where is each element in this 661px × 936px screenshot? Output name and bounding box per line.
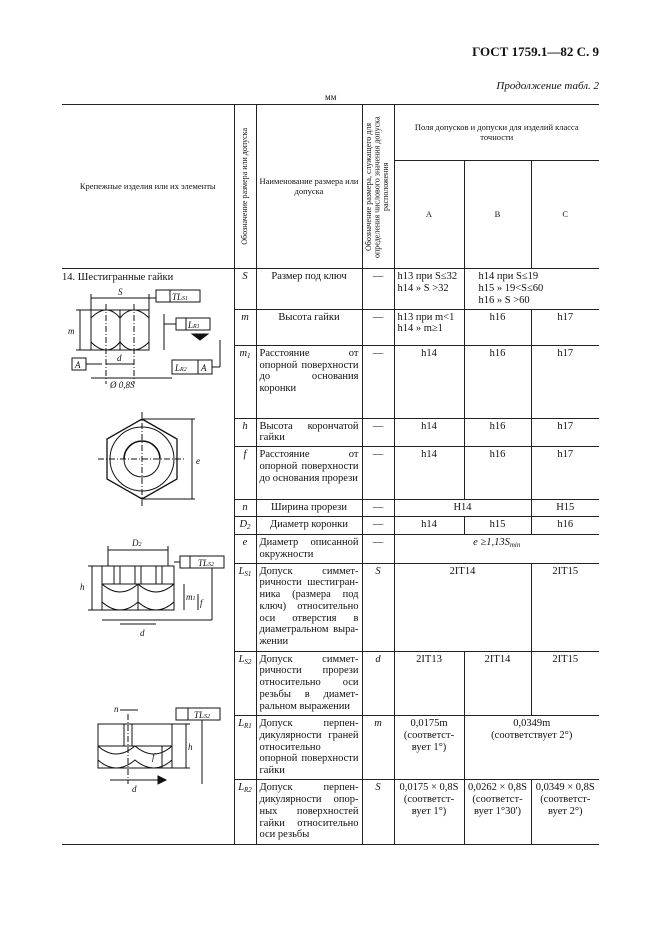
label-tl-s2: TLS2 [198,557,215,568]
cell-class-b: 0,0262 × 0,8S (соответствует 1°30') [464,780,531,844]
cell-base: — [362,269,394,310]
label-l-r1: LR1 [188,319,200,330]
cell-class-abc: $e \ge 1,13S_{min}$ [394,534,599,563]
cell-class-a: h13 при m<1 h14 » m≥1 [394,309,464,345]
label-f-2: f [152,751,155,762]
class-c-header: C [531,161,599,269]
cell-name: Допуск перпендикулярности опорных поверхностей гайки относительно оси резьбы [256,780,362,844]
label-n: n [114,703,119,714]
cell-name: Допуск симметричности шестигранника (размера под ключ) относительно оси отверстия в диаметральном выражении [256,563,362,651]
nut-drawings [62,284,234,844]
cell-base: — [362,447,394,499]
label-tl-s1: TLS1 [172,291,189,302]
cell-name: Размер под ключ [256,269,362,310]
cell-class-a: h14 [394,418,464,447]
cell-class-a: 2IT13 [394,651,464,715]
cell-sym: e [234,534,256,563]
cell-sym: $L_{S1}$ [234,563,256,651]
cell-sym: n [234,499,256,516]
cell-sym: S [234,269,256,310]
cell-base: — [362,345,394,418]
header-row [62,105,599,161]
col-base-header: Обозначение размера, служащего для определения числового значения допуска расположения [362,105,394,269]
cell-class-b: h15 [464,516,531,534]
cell-class-c: h17 [531,418,599,447]
cell-class-c: 2IT15 [531,563,599,651]
cell-name: Высота корончатой гайки [256,418,362,447]
cell-class-b: 2IT14 [464,651,531,715]
cell-base: S [362,563,394,651]
label-f: f [200,597,203,608]
col-name-header: Наименование размера или допуска [256,105,362,269]
cell-name: Диаметр описанной окружности [256,534,362,563]
cell-class-b: h16 [464,309,531,345]
label-m: m [68,325,75,336]
class-a-header: A [394,161,464,269]
cell-sym: $L_{R1}$ [234,716,256,780]
cell-base: — [362,418,394,447]
cell-base: d [362,651,394,715]
cell-class-b: h16 [464,447,531,499]
label-h-2: h [188,741,193,752]
cell-class-a: 0,0175 × 0,8S (соответствует 1°) [394,780,464,844]
cell-sym: m [234,309,256,345]
cell-class-c: h17 [531,345,599,418]
label-s: S [118,286,123,297]
label-l-r2: LR2 [175,362,187,373]
cell-name: Расстояние от опорной поверхности до основания коронки [256,345,362,418]
cell-name: Допуск симметричности прорези относительно оси резьбы в диаметральном выражении [256,651,362,715]
col-item-header: Крепежные изделия или их элементы [62,105,234,269]
cell-sym: $m_1$ [234,345,256,418]
label-d-2: d [140,627,145,638]
section-title: 14. Шестигранные гайки [62,272,174,283]
col-fields-header: Поля допусков и допуски для изделий класса точности [394,105,599,161]
col-designation-header: Обозначение размера или допуска [234,105,256,269]
cell-sym: $L_{S2}$ [234,651,256,715]
cell-base: S [362,780,394,844]
label-h: h [80,581,85,592]
cell-class-ab: H14 [394,499,531,516]
cell-class-a: h14 [394,516,464,534]
label-m1: m1 [186,591,196,602]
cell-class-bc: h14 при S≤19 h15 » 19<S≤60 h16 » S >60 [464,269,599,310]
cell-sym: f [234,447,256,499]
cell-name: Допуск перпендикулярности граней относительно опорной поверхности гайки [256,716,362,780]
cell-name: Диаметр коронки [256,516,362,534]
cell-class-b: h16 [464,345,531,418]
cell-sym: $D_2$ [234,516,256,534]
label-d-3: d [132,783,137,794]
cell-sym: h [234,418,256,447]
cell-class-c: 2IT15 [531,651,599,715]
label-a-ref: A [201,362,207,373]
cell-class-c: H15 [531,499,599,516]
cell-class-c: 0,0349 × 0,8S (соответствует 2°) [531,780,599,844]
cell-base: — [362,516,394,534]
drawings-cell [62,269,234,845]
label-e: e [196,455,200,466]
table-row [62,269,599,310]
cell-name: Высота гайки [256,309,362,345]
page-header: ГОСТ 1759.1—82 С. 9 [472,44,599,59]
unit-label: мм [325,92,337,102]
cell-name: Ширина прорези [256,499,362,516]
cell-class-a: h14 [394,447,464,499]
cell-class-a: h13 при S≤32 h14 » S >32 [394,269,464,310]
cell-base: — [362,534,394,563]
label-d2: D2 [132,537,142,548]
cell-base: — [362,309,394,345]
cell-base: — [362,499,394,516]
label-d083: Ø 0,8S [110,379,135,390]
label-a: A [75,359,81,370]
cell-class-c: h17 [531,447,599,499]
cell-class-b: h16 [464,418,531,447]
cell-class-ab: 2IT14 [394,563,531,651]
class-b-header: B [464,161,531,269]
label-tl-s2b: TLS2 [194,709,211,720]
cell-base: m [362,716,394,780]
cell-class-a: 0,0175m (соответствует 1°) [394,716,464,780]
cell-sym: $L_{R2}$ [234,780,256,844]
label-d: d [117,352,122,363]
cell-class-c: h17 [531,309,599,345]
cell-class-c: h16 [531,516,599,534]
cell-name: Расстояние от опорной поверхности до основания прорези [256,447,362,499]
table-continuation: Продолжение табл. 2 [496,80,599,92]
cell-class-a: h14 [394,345,464,418]
cell-class-bc: 0,0349m (соответствует 2°) [464,716,599,780]
tolerance-table [62,104,599,845]
